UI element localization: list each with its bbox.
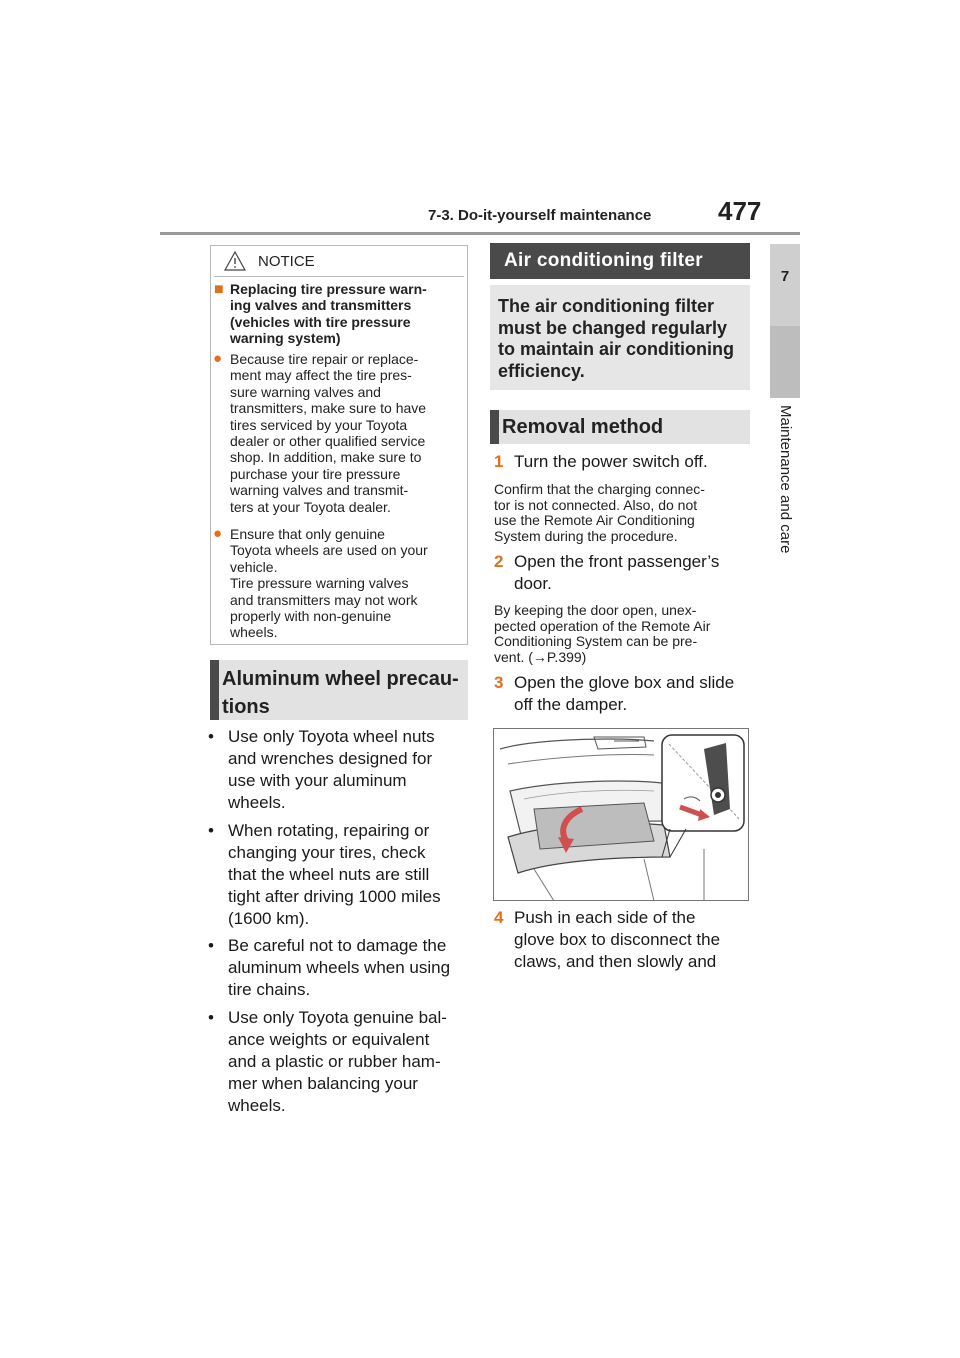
notice-line: purchase your tire pressure [230, 465, 401, 482]
aluminum-bullet: • [208, 936, 214, 955]
body-line: When rotating, repairing or [228, 821, 430, 840]
note-line: pected operation of the Remote Air [494, 617, 711, 634]
step-2-text [514, 551, 750, 595]
step-1-text [514, 451, 750, 473]
aluminum-item-2 [228, 820, 468, 930]
step-2-note [494, 603, 750, 665]
body-line: use with your aluminum [228, 771, 407, 790]
notice-line: ters at your Toyota dealer. [230, 498, 391, 515]
notice-line: Ensure that only genuine [230, 526, 385, 542]
body-line: mer when balancing your [228, 1074, 418, 1093]
step-line: Turn the power switch off. [514, 452, 708, 471]
notice-line: warning valves and transmit- [230, 482, 409, 499]
notice-line: wheels. [230, 624, 278, 641]
note-line: tor is not connected. Also, do not [494, 496, 698, 513]
notice-line: and transmitters may not work [230, 591, 418, 608]
notice-line: ment may affect the tire pres- [230, 367, 412, 384]
header-rule [160, 232, 800, 235]
glove-box-illustration-icon [494, 729, 749, 901]
notice-line: properly with non-genuine [230, 608, 392, 625]
notice-line: Tire pressure warning valves [230, 575, 409, 592]
notice-heading [230, 281, 466, 347]
step-line: glove box to disconnect the [514, 930, 721, 949]
body-line: and wrenches designed for [228, 749, 433, 768]
note-line: vent. (→P.399) [494, 648, 587, 665]
body-line: that the wheel nuts are still [228, 865, 430, 884]
note-line: By keeping the door open, unex- [494, 602, 697, 618]
note-line: Conditioning System can be pre- [494, 633, 698, 649]
body-line: Use only Toyota genuine bal- [228, 1008, 447, 1027]
notice-line: Because tire repair or replace- [230, 351, 419, 367]
aluminum-item-4 [228, 1007, 468, 1117]
body-line: (1600 km). [228, 909, 310, 928]
notice-line: sure warning valves and [230, 383, 381, 400]
aluminum-heading-line: Aluminum wheel precau- [222, 668, 459, 690]
step-number: 3 [494, 673, 504, 692]
notice-line: vehicle. [230, 558, 278, 575]
aluminum-item-3 [228, 935, 468, 1001]
removal-heading: Removal method [502, 416, 664, 438]
notice-item-2 [230, 526, 466, 641]
step-number: 4 [494, 908, 504, 927]
aluminum-bullet: • [208, 821, 214, 840]
step-3-text [514, 672, 750, 716]
step-line: door. [514, 574, 552, 593]
step-line: claws, and then slowly and [514, 952, 717, 971]
notice-heading-line: (vehicles with tire pressure [230, 313, 411, 330]
body-line: aluminum wheels when using [228, 958, 451, 977]
aluminum-bullet: • [208, 727, 214, 746]
notice-heading-line: warning system) [230, 330, 341, 347]
step-line: Push in each side of the [514, 908, 696, 927]
notice-label: NOTICE [258, 253, 315, 270]
note-line: Confirm that the charging connec- [494, 481, 705, 497]
ac-filter-title: Air conditioning filter [504, 250, 703, 271]
ac-filter-intro [498, 296, 746, 382]
chapter-tab [770, 244, 800, 326]
step-number: 1 [494, 452, 504, 471]
body-line: Be careful not to damage the [228, 936, 447, 955]
section-title: 7-3. Do-it-yourself maintenance [428, 207, 652, 224]
notice-item-bullet: ● [213, 350, 223, 367]
notice-line: dealer or other qualified service [230, 433, 426, 450]
step-1-note [494, 482, 750, 544]
body-line: and a plastic or rubber ham- [228, 1052, 441, 1071]
notice-heading-line: ing valves and transmitters [230, 297, 412, 314]
body-line: wheels. [228, 793, 286, 812]
step-line: off the damper. [514, 695, 628, 714]
warning-triangle-icon [224, 251, 246, 271]
note-line: use the Remote Air Conditioning [494, 512, 695, 528]
intro-line: efficiency. [498, 360, 585, 381]
notice-line: transmitters, make sure to have [230, 400, 427, 417]
aluminum-bullet: • [208, 1008, 214, 1027]
body-line: tire chains. [228, 980, 311, 999]
notice-item-1 [230, 351, 466, 515]
aluminum-item-1 [228, 726, 468, 814]
body-line: tight after driving 1000 miles [228, 887, 441, 906]
chapter-number: 7 [780, 268, 790, 285]
step-line: Open the glove box and slide [514, 673, 735, 692]
notice-heading-line: Replacing tire pressure warn- [230, 281, 427, 297]
step-number: 2 [494, 552, 504, 571]
intro-line: The air conditioning filter [498, 296, 714, 316]
notice-line: shop. In addition, make sure to [230, 449, 422, 466]
body-line: changing your tires, check [228, 843, 426, 862]
notice-divider [214, 276, 464, 277]
aluminum-heading [222, 665, 466, 721]
step-line: Open the front passenger’s [514, 552, 720, 571]
step-4-text [514, 907, 750, 973]
notice-heading-bullet: ■ [214, 281, 224, 298]
chapter-title-text: Maintenance and care [777, 405, 794, 554]
notice-item-bullet: ● [213, 525, 223, 542]
glove-box-illustration [493, 728, 749, 901]
chapter-title [772, 405, 798, 965]
intro-line: must be changed regularly [498, 317, 728, 338]
body-line: ance weights or equivalent [228, 1030, 430, 1049]
body-line: Use only Toyota wheel nuts [228, 727, 435, 746]
page-number: 477 [718, 196, 762, 226]
aluminum-heading-line: tions [222, 696, 270, 718]
chapter-tab-marker [770, 326, 800, 398]
body-line: wheels. [228, 1096, 286, 1115]
notice-line: tires serviced by your Toyota [230, 416, 408, 433]
notice-line: Toyota wheels are used on your [230, 542, 428, 559]
intro-line: to maintain air conditioning [498, 339, 734, 359]
note-line: System during the procedure. [494, 527, 678, 544]
